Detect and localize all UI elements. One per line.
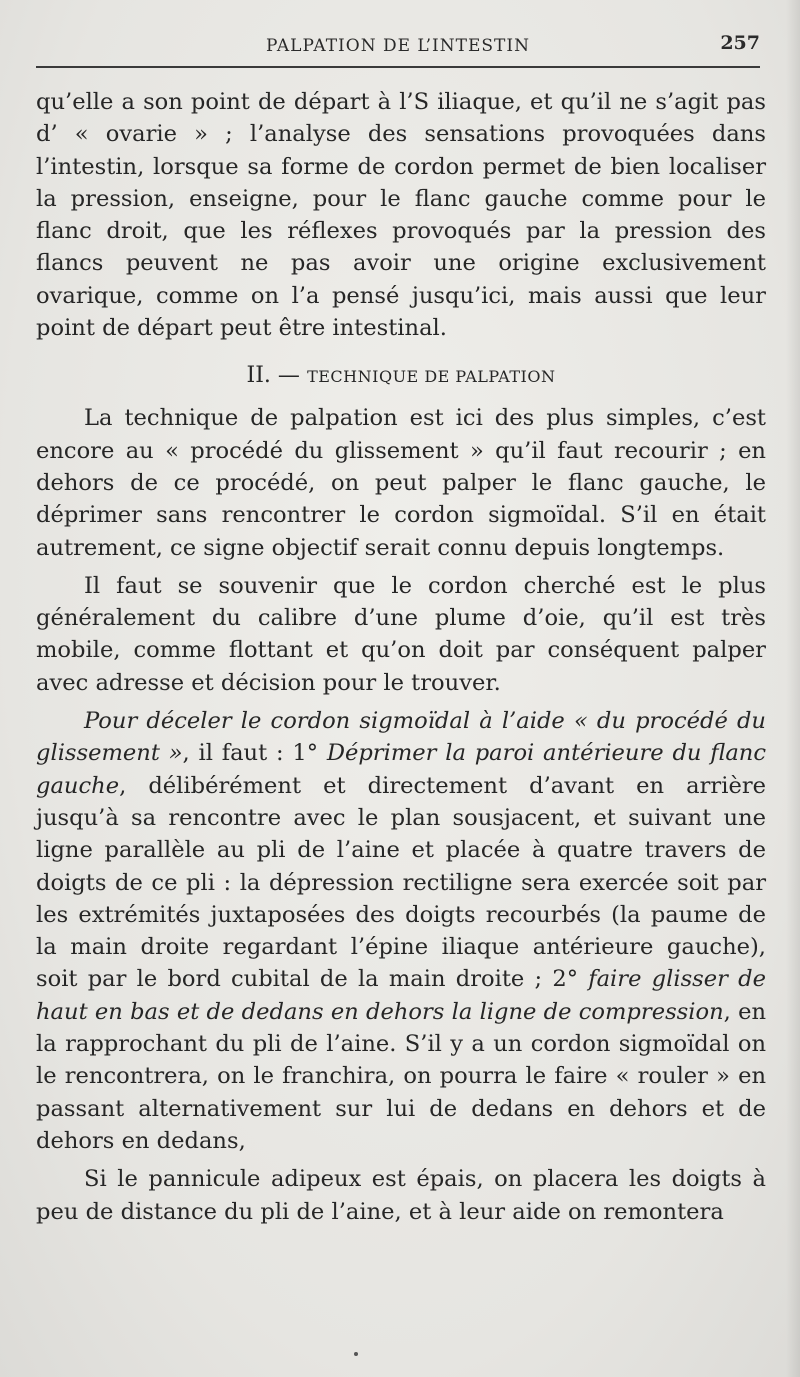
paragraph-4 (36, 705, 766, 1157)
p4-emphasis-3: faire glisser de haut en bas et de dedans en dehors la ligne de compression (36, 966, 766, 1025)
paragraph-5: Si le pannicule adipeux est épais, on placera les doigts à peu de distance du pli de l’aine, et à leur aide on remontera (36, 1166, 766, 1225)
p4-text-3: , en la rapprochant du pli de l’aine. S’il y a un cordon sigmoïdal on le rencontrera, on le franchira, on pourra le faire « rouler » en passant alternativement sur lui de dedans en dehors et de dehors en dedans, (36, 998, 766, 1154)
running-title: PALPATION DE L’INTESTIN (266, 36, 530, 56)
print-speck (354, 1352, 358, 1356)
section-number: II. — (246, 363, 300, 389)
p4-emphasis-2: Déprimer la paroi antérieure du flanc gauche (36, 740, 766, 799)
p4-text-2: , délibérément et directement d’avant en arrière jusqu’à sa rencontre avec le plan sousjacent, et suivant une ligne parallèle au pli de l’aine et placée à quatre travers de doigts de ce pli : la dépression rectiligne sera exercée soit par les extrémités juxtaposées des doigts recourbés (la paume de la main droite regardant l’épine iliaque antérieure gauche), soit par le bord cubital de la main droite ; 2° (36, 772, 766, 993)
page-number: 257 (720, 32, 760, 54)
paragraph-2: La technique de palpation est ici des plus simples, c’est encore au « procédé du glissement » qu’il faut recourir ; en dehors de ce procédé, on peut palper le flanc gauche, le déprimer sans rencontrer le cordon sigmoïdal. S’il en était autrement, ce signe objectif serait connu depuis longtemps. (36, 405, 766, 561)
paragraph-3: Il faut se souvenir que le cordon cherché est le plus généralement du calibre d’une plume d’oie, qu’il est très mobile, comme flottant et qu’on doit par conséquent palper avec adresse et décision pour le trouver. (36, 572, 766, 696)
section-heading (36, 360, 766, 392)
header-rule (36, 66, 760, 68)
page-header (36, 28, 760, 68)
p4-emphasis-1: Pour déceler le cordon sigmoïdal à l’aide « du procédé du glissement » (36, 708, 766, 767)
p4-text-1: , il faut : 1° (182, 740, 327, 767)
page-edge-shadow (786, 0, 800, 1377)
paragraph-1: qu’elle a son point de départ à l’S iliaque, et qu’il ne s’agit pas d’ « ovarie » ; l’analyse des sensations provoquées dans l’intestin, lorsque sa forme de cordon permet de bien localiser la pression, enseigne, pour le flanc gauche comme pour le flanc droit, que les réflexes provoqués par la pression des flancs peuvent ne pas avoir une origine exclusivement ovarique, comme on l’a pensé jusqu’ici, mais aussi que leur point de départ peut être intestinal. (36, 89, 766, 342)
section-title: TECHNIQUE DE PALPATION (307, 367, 556, 387)
body-text (36, 86, 766, 1228)
